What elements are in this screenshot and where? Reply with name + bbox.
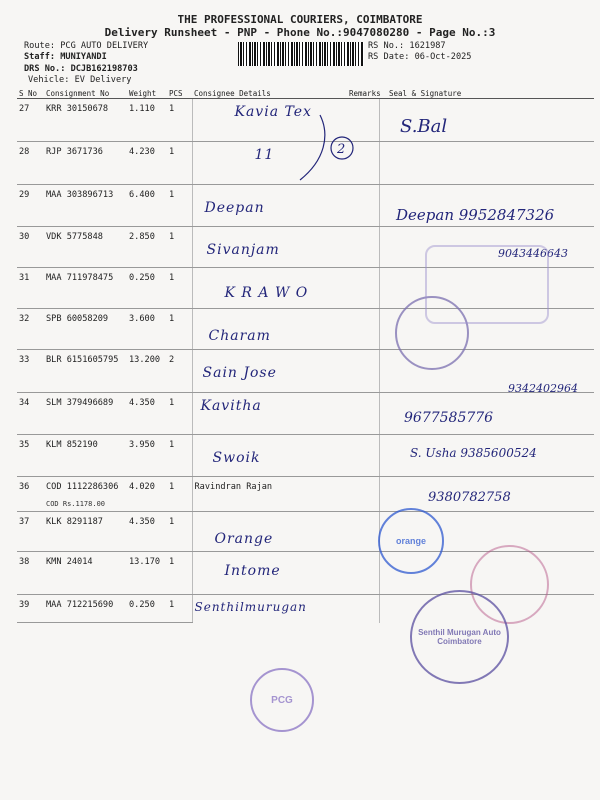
cod-amount: COD Rs.1178.00 <box>46 500 106 508</box>
staff-text: Staff: MUNIYANDI <box>24 52 107 62</box>
cell-weight: 4.350 <box>127 512 167 552</box>
cell-consignment: SLM 379496689 <box>44 393 127 435</box>
barcode <box>238 42 364 66</box>
cell-weight: 3.950 <box>127 435 167 477</box>
handwritten-consignee: K R A W O <box>224 285 309 301</box>
cell-consignee: Ravindran Rajan <box>192 477 347 512</box>
vehicle-text: Vehicle: EV Delivery <box>28 75 132 85</box>
cell-consignee <box>192 552 347 595</box>
handwritten-consignee: 11 <box>254 147 275 163</box>
handwritten-consignee: Swoik <box>212 450 261 466</box>
cell-consignment: KRR 30150678 <box>44 99 127 142</box>
cell-remarks <box>347 435 379 477</box>
cell-consignment: KLM 852190 <box>44 435 127 477</box>
cell-sno: 38 <box>17 552 44 595</box>
cell-pcs: 2 <box>167 350 192 393</box>
cell-sno: 29 <box>17 185 44 227</box>
cell-consignment: RJP 3671736 <box>44 142 127 185</box>
cell-remarks <box>347 552 379 595</box>
document-subtitle: Delivery Runsheet - PNP - Phone No.:9047080280 - Page No.:3 <box>104 26 496 39</box>
consignment-number: COD 1112286306 <box>46 482 119 492</box>
handwritten-consignee: Orange <box>214 531 274 547</box>
cell-pcs: 1 <box>167 512 192 552</box>
cell-sno: 33 <box>17 350 44 393</box>
cell-remarks <box>347 309 379 350</box>
handwritten-consignee: Deepan <box>204 200 265 216</box>
rs-number: RS No.: 1621987 <box>368 41 446 51</box>
cell-remarks <box>347 227 379 268</box>
cell-pcs: 1 <box>167 477 192 512</box>
cell-weight: 0.250 <box>127 268 167 309</box>
cell-sno: 27 <box>17 99 44 142</box>
cell-consignee <box>192 185 347 227</box>
cell-sno: 30 <box>17 227 44 268</box>
table-header-row <box>17 88 594 99</box>
cell-pcs: 1 <box>167 227 192 268</box>
cell-consignment: MAA 303896713 <box>44 185 127 227</box>
cell-weight: 3.600 <box>127 309 167 350</box>
handwritten-consignee: Sain Jose <box>202 365 277 381</box>
cell-consignee <box>192 227 347 268</box>
cell-consignee <box>192 512 347 552</box>
cell-sno: 39 <box>17 595 44 623</box>
cell-remarks <box>347 512 379 552</box>
cell-pcs: 1 <box>167 142 192 185</box>
cell-consignment: MAA 711978475 <box>44 268 127 309</box>
rs-date: RS Date: 06-Oct-2025 <box>368 52 472 62</box>
signature-7: 9380782758 <box>428 490 511 505</box>
cell-remarks <box>347 477 379 512</box>
handwritten-consignee: Kavia Tex <box>234 104 312 120</box>
handwritten-consignee: Kavitha <box>200 398 262 414</box>
cell-pcs: 1 <box>167 99 192 142</box>
col-remarks: Remarks <box>349 88 381 98</box>
signature-1: S.Bal <box>400 116 448 137</box>
handwritten-consignee: Charam <box>208 328 271 344</box>
cell-sno: 34 <box>17 393 44 435</box>
rectangular-stamp <box>425 245 549 324</box>
cell-remarks <box>347 268 379 309</box>
handwritten-consignee: Sivanjam <box>206 242 280 258</box>
stamp-company-name: Senthil Murugan Auto <box>418 628 501 637</box>
cell-weight: 6.400 <box>127 185 167 227</box>
cell-consignment: VDK 5775848 <box>44 227 127 268</box>
cell-sno: 35 <box>17 435 44 477</box>
table-row <box>17 393 594 435</box>
cell-consignment <box>44 477 127 512</box>
pcg-stamp <box>250 668 314 732</box>
cell-consignment: SPB 60058209 <box>44 309 127 350</box>
cell-sno: 37 <box>17 512 44 552</box>
document-title: THE PROFESSIONAL COURIERS, COIMBATORE <box>177 13 423 26</box>
signature-3: 9043446643 <box>498 247 568 260</box>
col-consignment: Consignment No <box>44 88 127 99</box>
senthil-murugan-stamp <box>410 590 509 684</box>
cell-weight: 4.020 <box>127 477 167 512</box>
handwritten-consignee: Intome <box>224 563 281 579</box>
cell-sno: 31 <box>17 268 44 309</box>
col-seal: Seal & Signature <box>379 88 594 99</box>
handwritten-circle-2-icon <box>290 110 360 185</box>
cell-consignment: MAA 712215690 <box>44 595 127 623</box>
cell-consignee <box>192 435 347 477</box>
cell-consignee <box>192 595 347 623</box>
cell-weight: 2.850 <box>127 227 167 268</box>
col-weight: Weight <box>127 88 167 99</box>
cell-sno: 36 <box>17 477 44 512</box>
cell-sno: 28 <box>17 142 44 185</box>
cell-sno: 32 <box>17 309 44 350</box>
cell-weight: 4.350 <box>127 393 167 435</box>
col-sno: S No <box>17 88 44 99</box>
orange-stamp <box>378 508 444 574</box>
svg-text:2: 2 <box>337 142 346 157</box>
cell-pcs: 1 <box>167 435 192 477</box>
stamp-city: Coimbatore <box>437 637 482 646</box>
cell-weight: 1.110 <box>127 99 167 142</box>
col-pcs: PCS <box>167 88 192 99</box>
signature-5: 9677585776 <box>404 410 494 426</box>
cell-consignee <box>192 350 347 393</box>
pcg-stamp-text: PCG <box>271 694 293 706</box>
orange-stamp-text: orange <box>395 536 426 546</box>
cell-consignment: BLR 6151605795 <box>44 350 127 393</box>
cell-consignment: KMN 24014 <box>44 552 127 595</box>
signature-4: 9342402964 <box>508 382 578 395</box>
cell-weight: 4.230 <box>127 142 167 185</box>
cell-remarks <box>347 595 379 623</box>
drs-number: DRS No.: DCJB162198703 <box>24 64 138 74</box>
col-consignee: Consignee Details <box>192 88 347 99</box>
cell-consignee <box>192 393 347 435</box>
cell-consignee <box>192 268 347 309</box>
handwritten-consignee: Senthilmurugan <box>194 600 307 614</box>
cell-pcs: 1 <box>167 595 192 623</box>
route-text: Route: PCG AUTO DELIVERY <box>24 41 149 51</box>
cell-pcs: 1 <box>167 268 192 309</box>
cell-consignee <box>192 309 347 350</box>
cell-pcs: 1 <box>167 393 192 435</box>
cell-consignment: KLK 8291187 <box>44 512 127 552</box>
cell-remarks <box>347 350 379 393</box>
cell-seal <box>379 142 594 185</box>
cell-remarks <box>347 393 379 435</box>
cell-pcs: 1 <box>167 552 192 595</box>
signature-6: S. Usha 9385600524 <box>410 446 537 460</box>
cell-weight: 13.200 <box>127 350 167 393</box>
cell-remarks <box>347 185 379 227</box>
cell-weight: 13.170 <box>127 552 167 595</box>
signature-2: Deepan 9952847326 <box>396 206 555 224</box>
cell-weight: 0.250 <box>127 595 167 623</box>
cell-pcs: 1 <box>167 185 192 227</box>
cell-pcs: 1 <box>167 309 192 350</box>
